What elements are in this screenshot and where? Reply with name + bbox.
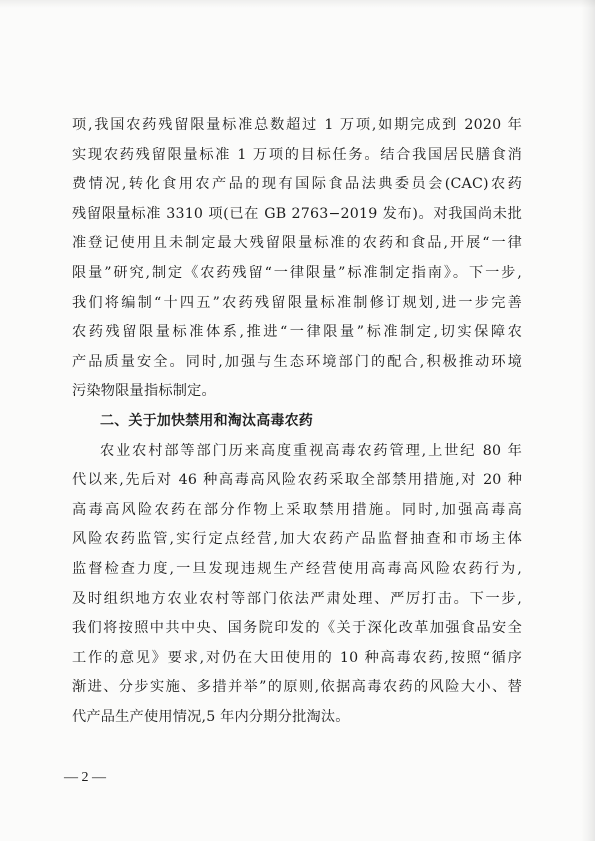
text-line: 我们将编制“十四五”农药残留限量标准制修订规划,进一步完善 — [72, 294, 522, 311]
text-line: 渐进、分步实施、多措并举”的原则,依据高毒农药的风险大小、替 — [72, 679, 522, 696]
text-line: 项,我国农药残留限量标准总数超过 1 万项,如期完成到 2020 年 — [72, 117, 522, 133]
text-line: 产品质量安全。同时,加强与生态环境部门的配合,积极推动环境 — [72, 353, 522, 370]
text-line: 限量”研究,制定《农药残留“一律限量”标准制定指南》。下一步, — [72, 264, 522, 281]
text-line: 工作的意见》要求,对仍在大田使用的 10 种高毒农药,按照“循序 — [72, 649, 522, 666]
text-line: 残留限量标准 3310 项(已在 GB 2763−2019 发布)。对我国尚未批 — [72, 205, 522, 222]
text-line-paragraph-end: 污染物限量指标制定。 — [72, 383, 216, 400]
text-line: 代以来,先后对 46 种高毒高风险农药采取全部禁用措施,对 20 种 — [72, 472, 522, 489]
text-line: 及时组织地方农业农村等部门依法严肃处理、严厉打击。下一步, — [72, 590, 522, 607]
text-line: 农药残留限量标准体系,推进“一律限量”标准制定,切实保障农 — [72, 324, 522, 341]
text-line: 监督检查力度,一旦发现违规生产经营使用高毒高风险农药行为, — [72, 560, 522, 577]
scan-edge-shadow — [581, 0, 595, 841]
text-line: 准登记使用且未制定最大残留限量标准的农药和食品,开展“一律 — [72, 235, 522, 252]
text-line: 费情况,转化食用农产品的现有国际食品法典委员会(CAC)农药 — [72, 176, 522, 193]
section-heading: 二、关于加快禁用和淘汰高毒农药 — [100, 412, 313, 429]
page-number: — 2 — — [64, 770, 106, 785]
text-line: 高毒高风险农药在部分作物上采取禁用措施。同时,加强高毒高 — [72, 501, 522, 518]
text-line-paragraph-end: 代产品生产使用情况,5 年内分期分批淘汰。 — [72, 708, 350, 725]
text-line-paragraph-start: 农业农村部等部门历来高度重视高毒农药管理,上世纪 80 年 — [100, 442, 522, 459]
body-text — [72, 111, 522, 732]
text-line: 我们将按照中共中央、国务院印发的《关于深化改革加强食品安全 — [72, 620, 522, 637]
text-line: 风险农药监管,实行定点经营,加大农药产品监督抽查和市场主体 — [72, 531, 522, 548]
scan-top-shadow — [0, 0, 595, 8]
text-line: 实现农药残留限量标准 1 万项的目标任务。结合我国居民膳食消 — [72, 146, 522, 163]
